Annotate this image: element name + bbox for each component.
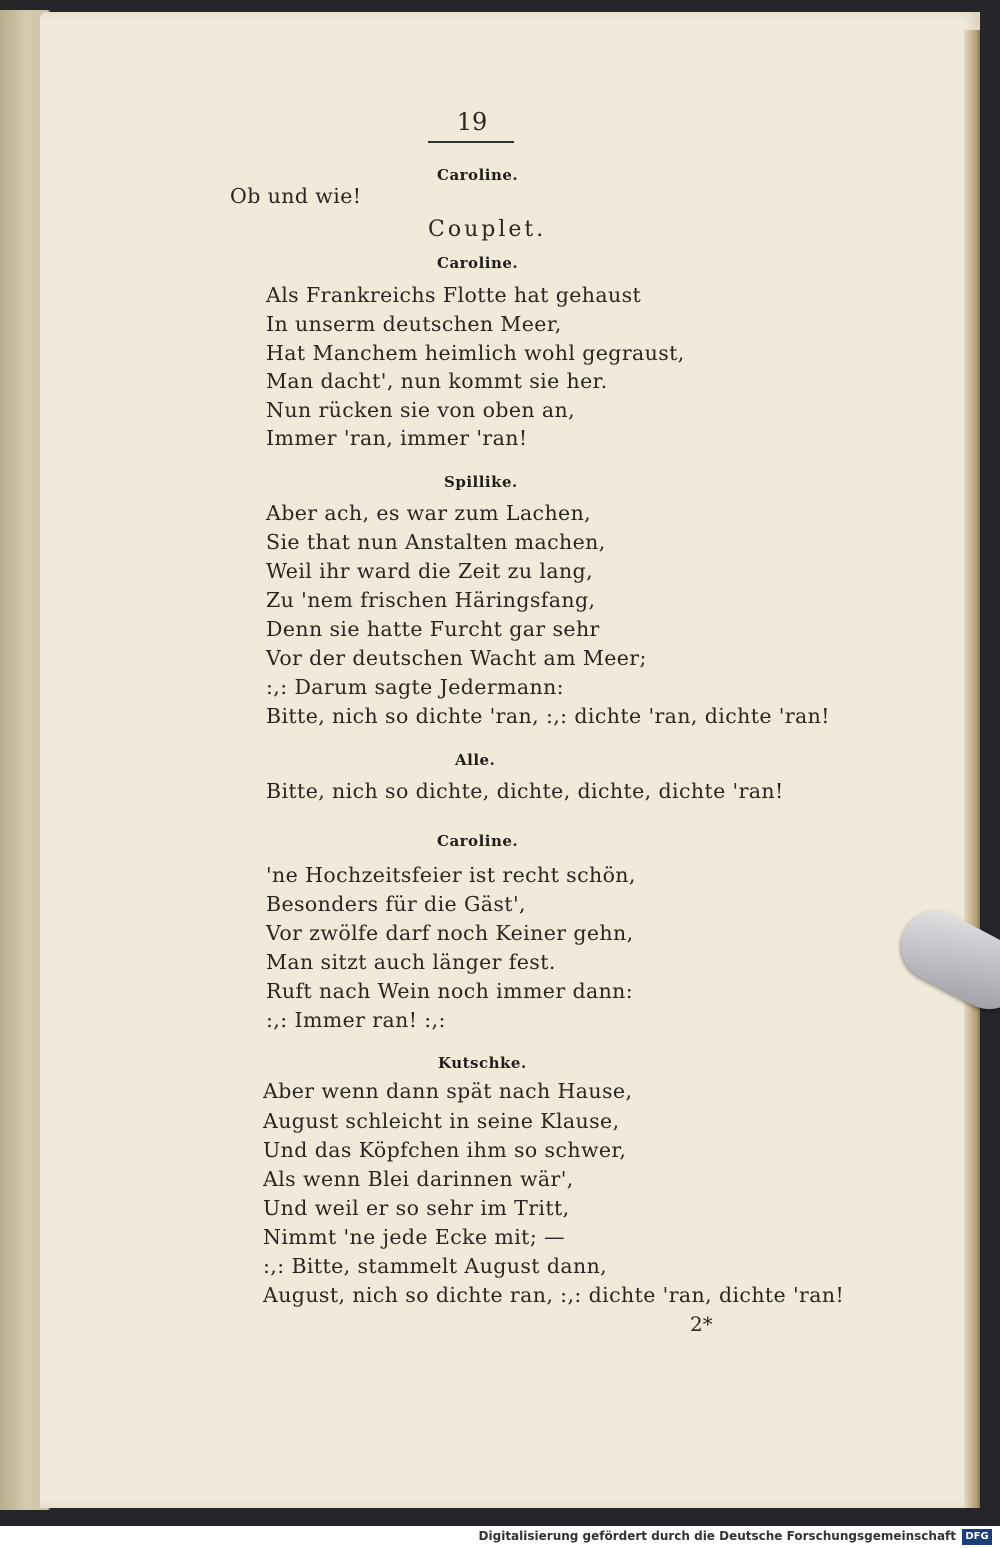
speaker-caroline-3: Caroline. <box>437 832 519 850</box>
text-line: Und das Köpfchen ihm so schwer, <box>263 1138 627 1162</box>
header-rule <box>428 141 514 143</box>
footer-credit[interactable]: Digitalisierung gefördert durch die Deutsche Forschungsgemeinschaft <box>478 1529 956 1543</box>
speaker-kutschke: Kutschke. <box>438 1054 527 1072</box>
text-line: Als wenn Blei darinnen wär', <box>263 1167 574 1191</box>
signature-mark: 2* <box>690 1312 713 1336</box>
text-line: Bitte, nich so dichte 'ran, :,: dichte 'ran, dichte 'ran! <box>266 704 830 728</box>
text-line: Vor der deutschen Wacht am Meer; <box>266 646 647 670</box>
text-line: August schleicht in seine Klause, <box>263 1109 620 1133</box>
text-line: August, nich so dichte ran, :,: dichte 'ran, dichte 'ran! <box>263 1283 845 1307</box>
text-line: Zu 'nem frischen Häringsfang, <box>266 588 596 612</box>
speaker-caroline-1: Caroline. <box>437 166 519 184</box>
text-line: Ruft nach Wein noch immer dann: <box>266 979 634 1003</box>
text-line: Ob und wie! <box>230 184 362 208</box>
text-line: Als Frankreichs Flotte hat gehaust <box>266 283 642 307</box>
text-line: Weil ihr ward die Zeit zu lang, <box>266 559 593 583</box>
text-line: Und weil er so sehr im Tritt, <box>263 1196 570 1220</box>
text-line: Man sitzt auch länger fest. <box>266 950 556 974</box>
text-line: Aber ach, es war zum Lachen, <box>266 501 592 525</box>
speaker-alle: Alle. <box>455 751 496 769</box>
speaker-spillike: Spillike. <box>444 473 518 491</box>
text-line: :,: Bitte, stammelt August dann, <box>263 1254 608 1278</box>
page-edge-shadow <box>964 30 980 1508</box>
text-line: In unserm deutschen Meer, <box>266 312 562 336</box>
text-line: Besonders für die Gäst', <box>266 892 526 916</box>
text-line: Nimmt 'ne jede Ecke mit; — <box>263 1225 565 1249</box>
text-line: Immer 'ran, immer 'ran! <box>266 426 528 450</box>
heading-couplet: Couplet. <box>428 217 547 242</box>
text-line: Man dacht', nun kommt sie her. <box>266 369 608 393</box>
page-number: 19 <box>456 108 488 136</box>
text-line: Aber wenn dann spät nach Hause, <box>263 1079 633 1103</box>
text-line: Nun rücken sie von oben an, <box>266 398 576 422</box>
text-line: Hat Manchem heimlich wohl gegraust, <box>266 341 685 365</box>
text-line: Denn sie hatte Furcht gar sehr <box>266 617 600 641</box>
text-line: Bitte, nich so dichte, dichte, dichte, dichte 'ran! <box>266 779 784 803</box>
dfg-logo[interactable]: DFG <box>962 1529 992 1545</box>
text-line: Vor zwölfe darf noch Keiner gehn, <box>266 921 634 945</box>
text-line: :,: Immer ran! :,: <box>266 1008 446 1032</box>
speaker-caroline-2: Caroline. <box>437 254 519 272</box>
text-line: :,: Darum sagte Jedermann: <box>266 675 564 699</box>
text-line: Sie that nun Anstalten machen, <box>266 530 606 554</box>
text-line: 'ne Hochzeitsfeier ist recht schön, <box>266 863 636 887</box>
